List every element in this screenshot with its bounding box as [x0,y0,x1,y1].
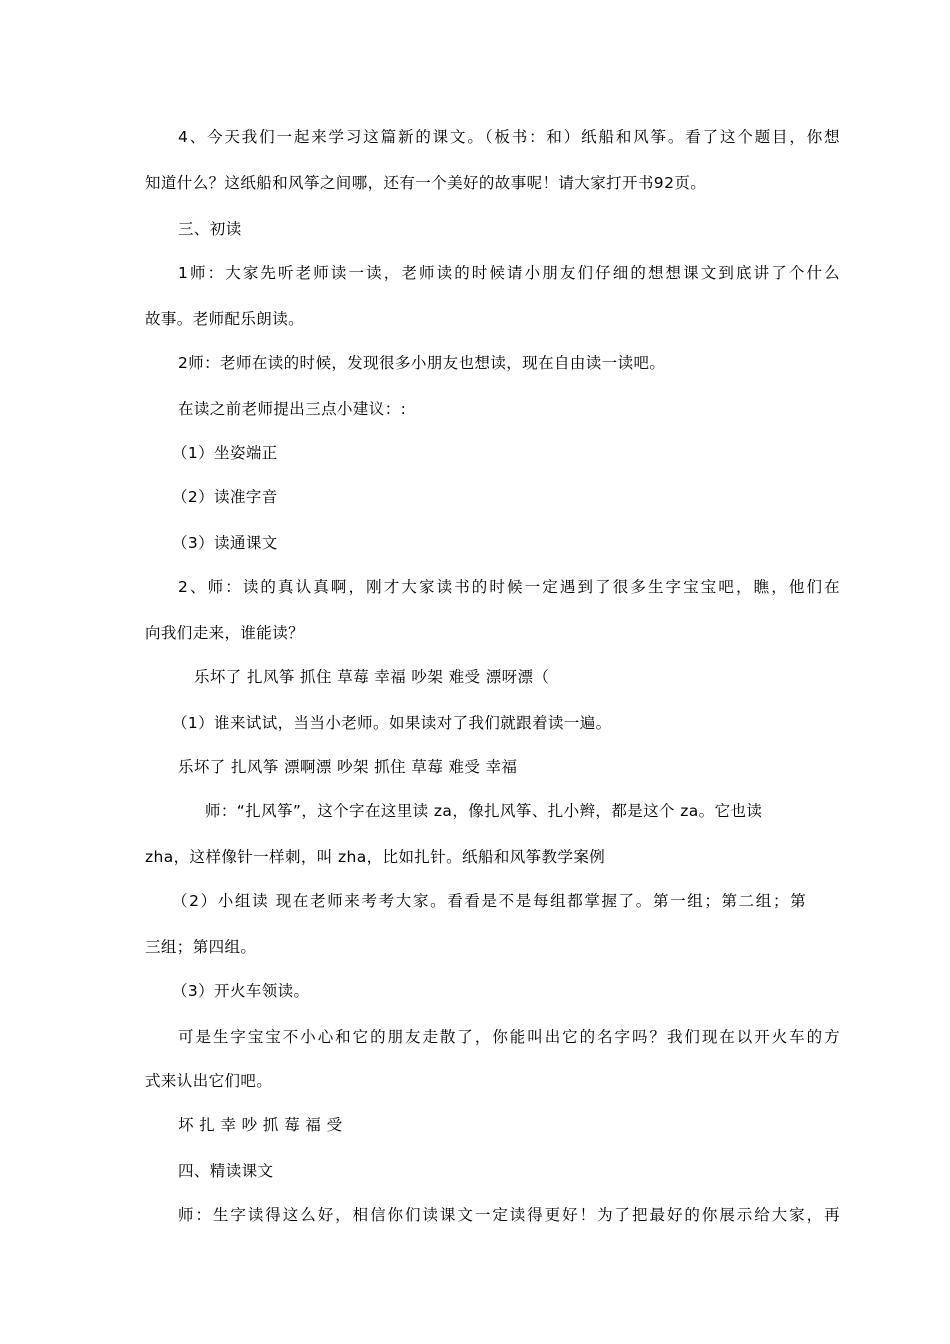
list-item: （2）读准字音 [172,488,278,506]
word-list: 乐坏了 扎风筝 抓住 草莓 幸福 吵架 难受 漂呀漂（ [194,668,550,686]
section-heading: 三、初读 [178,220,242,238]
section-heading: 四、精读课文 [178,1162,274,1180]
paragraph-line: 三组；第四组。 [145,938,257,956]
paragraph-line: 1师：大家先听老师读一读，老师读的时候请小朋友们仔细的想想课文到底讲了个什么 [178,264,840,282]
list-item: （3）读通课文 [172,534,278,552]
paragraph-line: 2师：老师在读的时候，发现很多小朋友也想读，现在自由读一读吧。 [178,354,666,372]
paragraph-line: 式来认出它们吧。 [145,1072,273,1090]
paragraph-line: 故事。老师配乐朗读。 [145,310,305,328]
paragraph-line: 知道什么？这纸船和风筝之间哪，还有一个美好的故事呢！请大家打开书92页。 [145,174,707,192]
paragraph-line: zha，这样像针一样刺，叫 zha，比如扎针。纸船和风筝教学案例 [145,848,606,866]
paragraph-line: 师：“扎风筝”，这个字在这里读 za，像扎风筝、扎小辫，都是这个 za。它也读 [205,802,763,820]
list-item: （1）坐姿端正 [172,444,278,462]
paragraph-line: 在读之前老师提出三点小建议：: [178,400,407,418]
paragraph-line: 4、今天我们一起来学习这篇新的课文。（板书：和）纸船和风筝。看了这个题目，你想 [178,128,840,146]
paragraph-line: （2）小组读 现在老师来考考大家。看看是不是每组都掌握了。第一组；第二组；第 [172,892,806,910]
paragraph-line: 师：生字读得这么好，相信你们读课文一定读得更好！为了把最好的你展示给大家，再 [178,1206,840,1224]
word-list: 乐坏了 扎风筝 漂啊漂 吵架 抓住 草莓 难受 幸福 [178,758,518,776]
paragraph-line: （3）开火车领读。 [172,982,310,1000]
paragraph-line: 可是生字宝宝不小心和它的朋友走散了，你能叫出它的名字吗？我们现在以开火车的方 [178,1028,840,1046]
paragraph-line: 向我们走来，谁能读？ [145,624,305,642]
paragraph-line: （1）谁来试试，当当小老师。如果读对了我们就跟着读一遍。 [172,714,612,732]
character-list: 坏 扎 幸 吵 抓 莓 福 受 [178,1116,343,1134]
paragraph-line: 2、师：读的真认真啊，刚才大家读书的时候一定遇到了很多生字宝宝吧，瞧，他们在 [178,578,840,596]
